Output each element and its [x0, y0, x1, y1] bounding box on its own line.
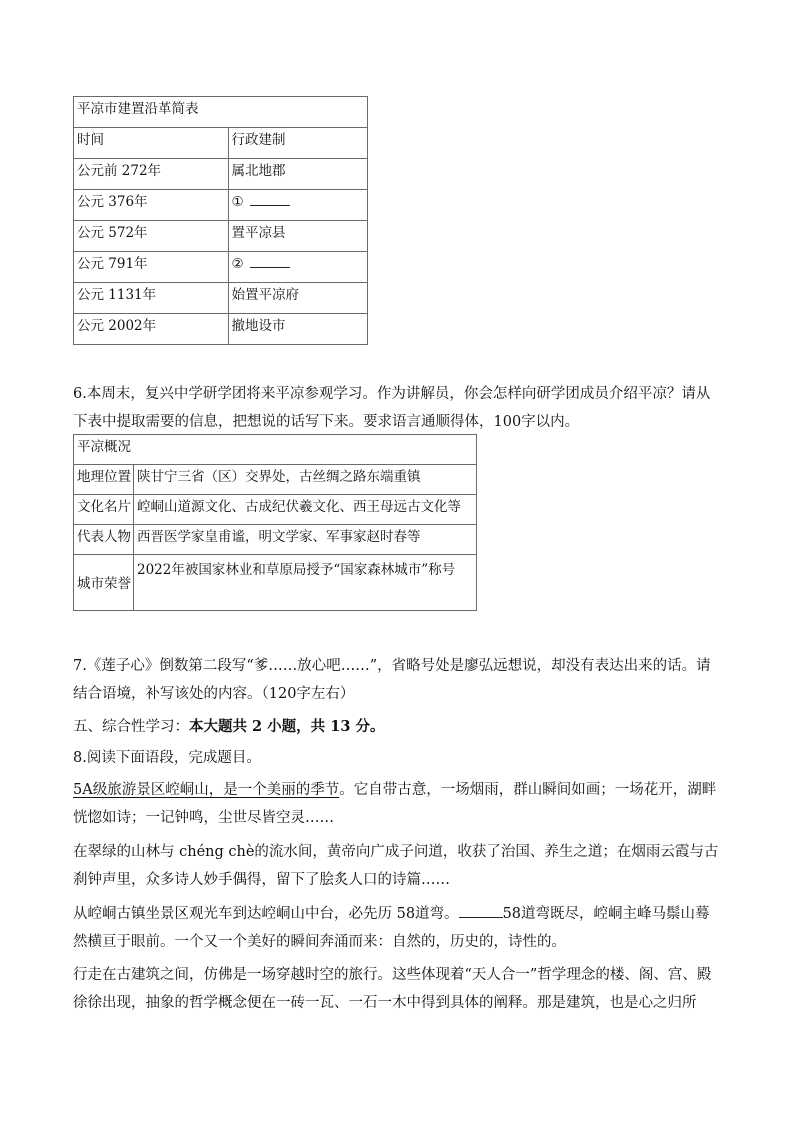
history-system-cell — [228, 190, 367, 221]
section-prefix: 五、综合性学习： — [73, 719, 189, 735]
blank-marker: ② — [231, 256, 244, 272]
history-table — [73, 96, 368, 345]
overview-key-cell: 城市荣誉 — [74, 555, 134, 611]
history-system-cell — [228, 252, 367, 283]
overview-table-title: 平凉概况 — [74, 435, 477, 465]
table-row — [74, 252, 368, 283]
passage-paragraph-4: 行走在古建筑之间，仿佛是一场穿越时空的旅行。这些体现着“天人合一”哲学理念的楼、阁、宫、殿徐徐出现，抽象的哲学概念便在一砖一瓦、一石一木中得到具体的阐释。那是建筑，也是心之归所 — [73, 967, 712, 1011]
passage-text: 58道弯既尽，崆峒主峰马鬃山蓦然横亘于眼前。一个又一个美好的瞬间奔涌而来：自然的，历史的，诗性的。 — [73, 906, 710, 950]
question-7: 7.《莲子心》倒数第二段写“爹……放心吧……”，省略号处是廖弘远想说，却没有表达出来的话。请结合语境，补写该处的内容。（120字左右） — [73, 658, 711, 702]
history-table-header-system: 行政建制 — [228, 128, 367, 159]
history-table-title: 平凉市建置沿革简表 — [74, 97, 368, 128]
table-row — [74, 221, 368, 252]
history-time-cell: 公元 572年 — [74, 221, 229, 252]
history-time-cell: 公元 1131年 — [74, 283, 229, 314]
history-system-cell: 撤地设市 — [228, 314, 367, 345]
history-time-cell: 公元 376年 — [74, 190, 229, 221]
blank-marker: ① — [231, 194, 244, 210]
table-row — [74, 190, 368, 221]
table-row — [74, 555, 477, 611]
passage-paragraph-2: 在翠绿的山林与 chéng chè的流水间，黄帝向广成子问道，收获了治国、养生之道；在烟雨云霞与古刹钟声里，众多诗人妙手偶得，留下了脍炙人口的诗篇…… — [73, 844, 719, 888]
section-score-note: 本大题共 2 小题，共 13 分。 — [189, 718, 385, 735]
section-heading — [73, 713, 723, 741]
history-time-cell: 公元 2002年 — [74, 314, 229, 345]
overview-value-cell: 2022年被国家林业和草原局授予“国家森林城市”称号 — [134, 555, 477, 611]
passage-paragraph-1 — [73, 776, 723, 832]
overview-key-cell: 地理位置 — [74, 465, 134, 495]
table-row — [74, 495, 477, 525]
table-row — [74, 159, 368, 190]
answer-blank — [250, 255, 290, 268]
overview-key-cell: 代表人物 — [74, 525, 134, 555]
table-row — [74, 314, 368, 345]
table-row — [74, 465, 477, 495]
history-time-cell: 公元 791年 — [74, 252, 229, 283]
question-6: 6.本周末，复兴中学研学团将来平凉参观学习。作为讲解员，你会怎样向研学团成员介绍平凉？请从下表中提取需要的信息，把想说的话写下来。要求语言通顺得体，100字以内。 — [73, 386, 711, 430]
question-8-intro: 8.阅读下面语段，完成题目。 — [73, 750, 261, 766]
table-row — [74, 525, 477, 555]
overview-value-cell: 陕甘宁三省（区）交界处，古丝绸之路东端重镇 — [134, 465, 477, 495]
history-table-header-time: 时间 — [74, 128, 229, 159]
overview-value-cell: 西晋医学家皇甫谧，明文学家、军事家赵时春等 — [134, 525, 477, 555]
underlined-sentence: 5A级旅游景区崆峒山，是一个美丽的季节 — [73, 782, 340, 798]
table-row — [74, 283, 368, 314]
overview-key-cell: 文化名片 — [74, 495, 134, 525]
history-system-cell: 属北地郡 — [228, 159, 367, 190]
passage-text: 从崆峒古镇坐景区观光车到达崆峒山中台，必先历 58道弯。 — [73, 906, 459, 922]
history-system-cell: 始置平凉府 — [228, 283, 367, 314]
answer-blank — [459, 903, 503, 918]
history-time-cell: 公元前 272年 — [74, 159, 229, 190]
history-system-cell: 置平凉县 — [228, 221, 367, 252]
overview-table — [73, 434, 477, 611]
passage-paragraph-3 — [73, 900, 723, 956]
answer-blank — [250, 193, 290, 206]
overview-value-cell: 崆峒山道源文化、古成纪伏羲文化、西王母远古文化等 — [134, 495, 477, 525]
passage-text: 。它自带古意，一场烟雨，群山瞬间如画；一场花开，湖畔恍惚如诗；一记钟鸣，尘世尽皆空灵…… — [73, 782, 717, 826]
